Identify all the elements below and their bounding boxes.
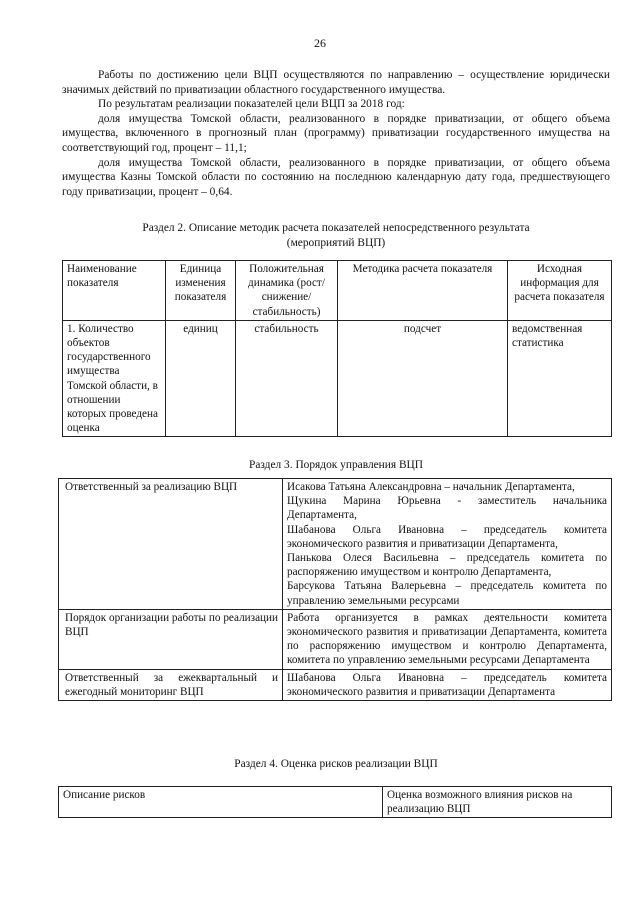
table-row <box>59 609 612 669</box>
section4-title: Раздел 4. Оценка рисков реализации ВЦП <box>234 758 438 770</box>
responsible-person: Исакова Татьяна Александровна – начальник Департамента, <box>287 481 575 493</box>
section4-table <box>58 786 612 818</box>
table-header-cell: Методика расчета показателя <box>338 261 508 321</box>
section2-title: Раздел 2. Описание методик расчета показателей непосредственного результата <box>142 222 530 234</box>
intro-paragraph: Работы по достижению цели ВЦП осуществляются по направлению – осуществление юридически значимых действий по приватизации областного государственного имущества. <box>62 69 610 96</box>
responsible-person: Щукина Марина Юрьевна - заместитель начальника Департамента, <box>287 495 607 522</box>
intro-paragraph: По результатам реализации показателей цели ВЦП за 2018 год: <box>98 98 405 111</box>
table-cell-value <box>283 479 612 610</box>
section2-table <box>62 260 612 437</box>
table-cell-value: Работа организуется в рамках деятельности комитета экономического развития и приватизации Департамента, комитета по распоряжению имуществом и контролю Департамента, комитета по управлению земельными ресурсами Департамента <box>283 609 612 669</box>
table-cell-value: Шабанова Ольга Ивановна – председатель комитета экономического развития и приватизации Департамента <box>283 669 612 700</box>
responsible-person: Панькова Олеся Васильевна – председатель комитета по распоряжению имуществом и контролю Департамента, <box>287 552 607 579</box>
table-header-cell: Положительная динамика (рост/снижение/ стабильность) <box>236 261 338 321</box>
table-header-cell: Описание рисков <box>59 787 383 818</box>
page-number: 26 <box>314 36 326 50</box>
table-header-cell: Оценка возможного влияния рисков на реализацию ВЦП <box>383 787 612 818</box>
responsible-person: Барсукова Татьяна Валерьевна – председатель комитета по управлению земельными ресурсами <box>287 580 607 607</box>
intro-paragraph: доля имущества Томской области, реализованного в порядке приватизации, от общего объема имущества Казны Томской области по состоянию на последнюю календарную дату года, предшествующего году приватизации, процент – 0,64. <box>62 156 610 198</box>
table-row <box>63 320 612 437</box>
intro-paragraph: доля имущества Томской области, реализованного в порядке приватизации, от общего объема имущества, включенного в прогнозный план (программу) приватизации государственного имущества на соответствующий год, процент – 11,1; <box>62 112 610 154</box>
table-row <box>59 669 612 700</box>
table-header-row <box>63 261 612 321</box>
section3-title: Раздел 3. Порядок управления ВЦП <box>248 459 424 471</box>
table-cell: ведомственная статистика <box>508 320 612 437</box>
table-cell-label: Ответственный за реализацию ВЦП <box>59 479 283 610</box>
responsible-person: Шабанова Ольга Ивановна – председатель комитета экономического развития и приватизации Департамента, <box>287 523 607 550</box>
table-header-cell: Единица изменения показателя <box>166 261 236 321</box>
table-cell: 1. Количество объектов государственного имущества Томской области, в отношении которых проведена оценка <box>63 320 166 437</box>
table-cell: стабильность <box>236 320 338 437</box>
section3-table <box>58 478 612 701</box>
intro-text <box>62 68 610 199</box>
table-cell-label: Порядок организации работы по реализации ВЦП <box>59 609 283 669</box>
table-header-cell: Наименование показателя <box>63 261 166 321</box>
table-header-row <box>59 787 612 818</box>
table-cell: подсчет <box>338 320 508 437</box>
table-row <box>59 479 612 610</box>
table-cell-label: Ответственный за ежеквартальный и ежегодный мониторинг ВЦП <box>59 669 283 700</box>
table-header-cell: Исходная информация для расчета показателя <box>508 261 612 321</box>
table-cell: единиц <box>166 320 236 437</box>
section2-heading <box>62 221 610 250</box>
section2-subtitle: (мероприятий ВЦП) <box>286 236 386 249</box>
